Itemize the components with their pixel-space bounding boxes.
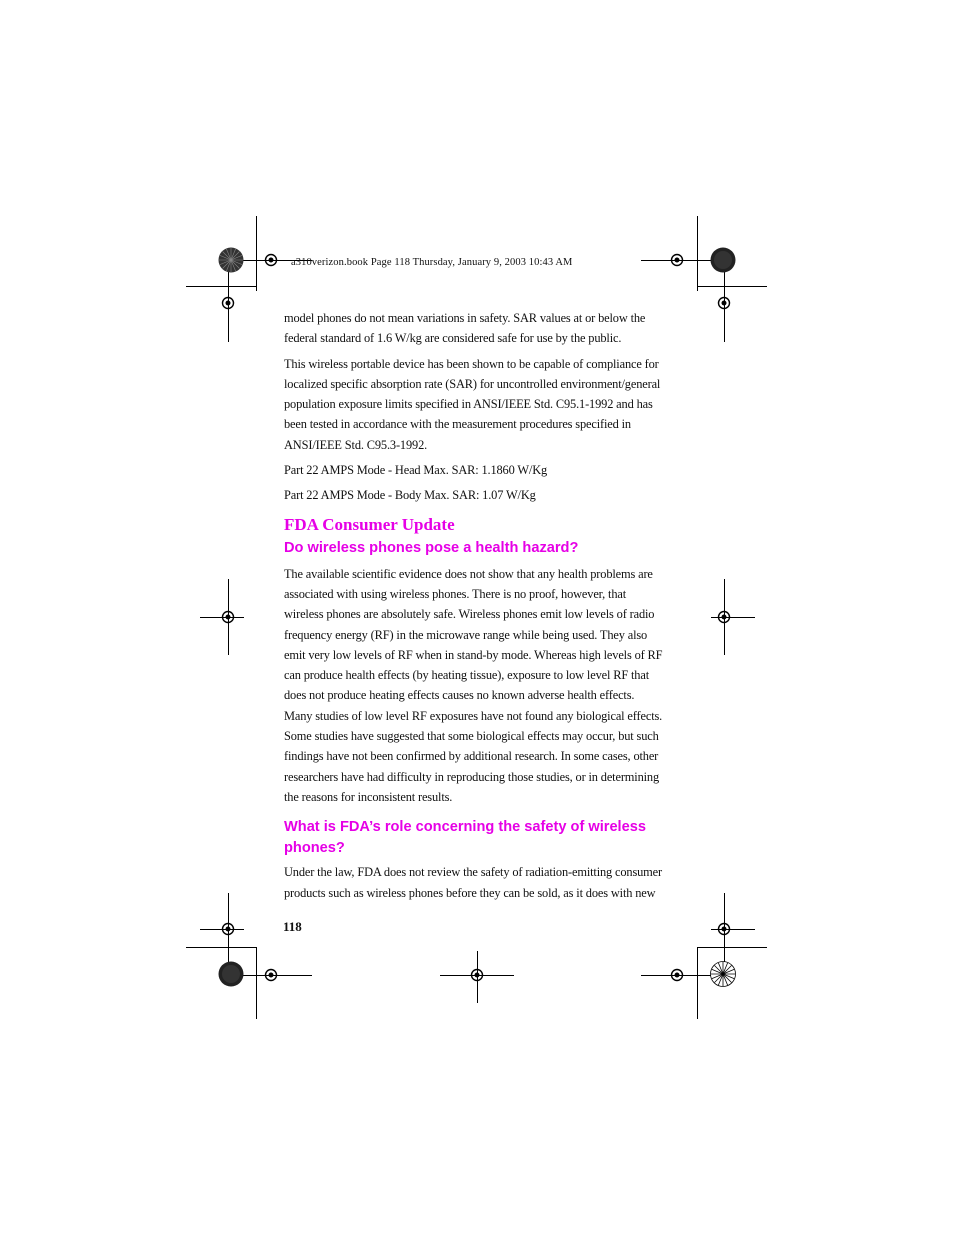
file-info-header: a310verizon.book Page 118 Thursday, January 9, 2003 10:43 AM xyxy=(291,257,573,268)
sar-head-value: Part 22 AMPS Mode - Head Max. SAR: 1.1860 W/Kg xyxy=(284,463,548,478)
crop-line xyxy=(697,216,698,291)
registration-target-icon xyxy=(717,610,731,624)
paragraph-sar-values: model phones do not mean variations in safety. SAR values at or below the federal standard of 1.6 W/kg are considered safe for use by the public. xyxy=(284,311,646,346)
crop-line xyxy=(256,216,257,291)
registration-target-icon xyxy=(221,296,235,310)
registration-target-icon xyxy=(717,296,731,310)
crop-line xyxy=(697,286,767,287)
question-heading: Do wireless phones pose a health hazard? xyxy=(284,539,579,556)
crop-line xyxy=(697,947,767,948)
starburst-solid-icon xyxy=(710,247,736,273)
registration-target-icon xyxy=(264,968,278,982)
question-heading: What is FDA’s role concerning the safety of wireless phones? xyxy=(284,819,646,857)
registration-target-icon xyxy=(670,968,684,982)
registration-target-icon xyxy=(470,968,484,982)
crop-line xyxy=(697,947,698,1019)
starburst-light-icon xyxy=(710,961,736,987)
starburst-dark-icon xyxy=(218,247,244,273)
registration-target-icon xyxy=(670,253,684,267)
crop-line xyxy=(256,947,257,1019)
answer-paragraph: Under the law, FDA does not review the safety of radiation-emitting consumer products such as wireless phones before they can be sold, as it does with new xyxy=(284,865,662,900)
answer-paragraph: The available scientific evidence does not show that any health problems are associated with using wireless phones. There is no proof, however, that wireless phones are absolutely safe. Wireless phones emit low levels of radio frequency energy (RF) in the microwave range while being used. They also emit very low levels of RF when in stand-by mode. Whereas high levels of RF can produce health effects (by heating tissue), exposure to low level RF that does not produce heating effects causes no known adverse health effects. Many studies of low level RF exposures have not found any biological effects. Some studies have suggested that some biological effects may occur, but such findings have not been confirmed by additional research. In some cases, other researchers have had difficulty in reproducing those studies, or in determining the reasons for inconsistent results. xyxy=(284,566,663,804)
page-number: 118 xyxy=(283,919,302,934)
section-title: FDA Consumer Update xyxy=(284,514,455,534)
paragraph-compliance: This wireless portable device has been shown to be capable of compliance for localized specific absorption rate (SAR) for uncontrolled environment/general population exposure limits specified in ANSI/IEEE Std. C95.1-1992 and has been tested in accordance with the measurement procedures specified in ANSI/IEEE Std. C95.3-1992. xyxy=(284,356,661,452)
page-content xyxy=(284,308,664,903)
crop-line xyxy=(186,286,256,287)
registration-target-icon xyxy=(221,922,235,936)
registration-target-icon xyxy=(264,253,278,267)
crop-line xyxy=(186,947,256,948)
starburst-solid-icon xyxy=(218,961,244,987)
registration-target-icon xyxy=(717,922,731,936)
registration-target-icon xyxy=(221,610,235,624)
sar-body-value: Part 22 AMPS Mode - Body Max. SAR: 1.07 W/Kg xyxy=(284,488,536,503)
